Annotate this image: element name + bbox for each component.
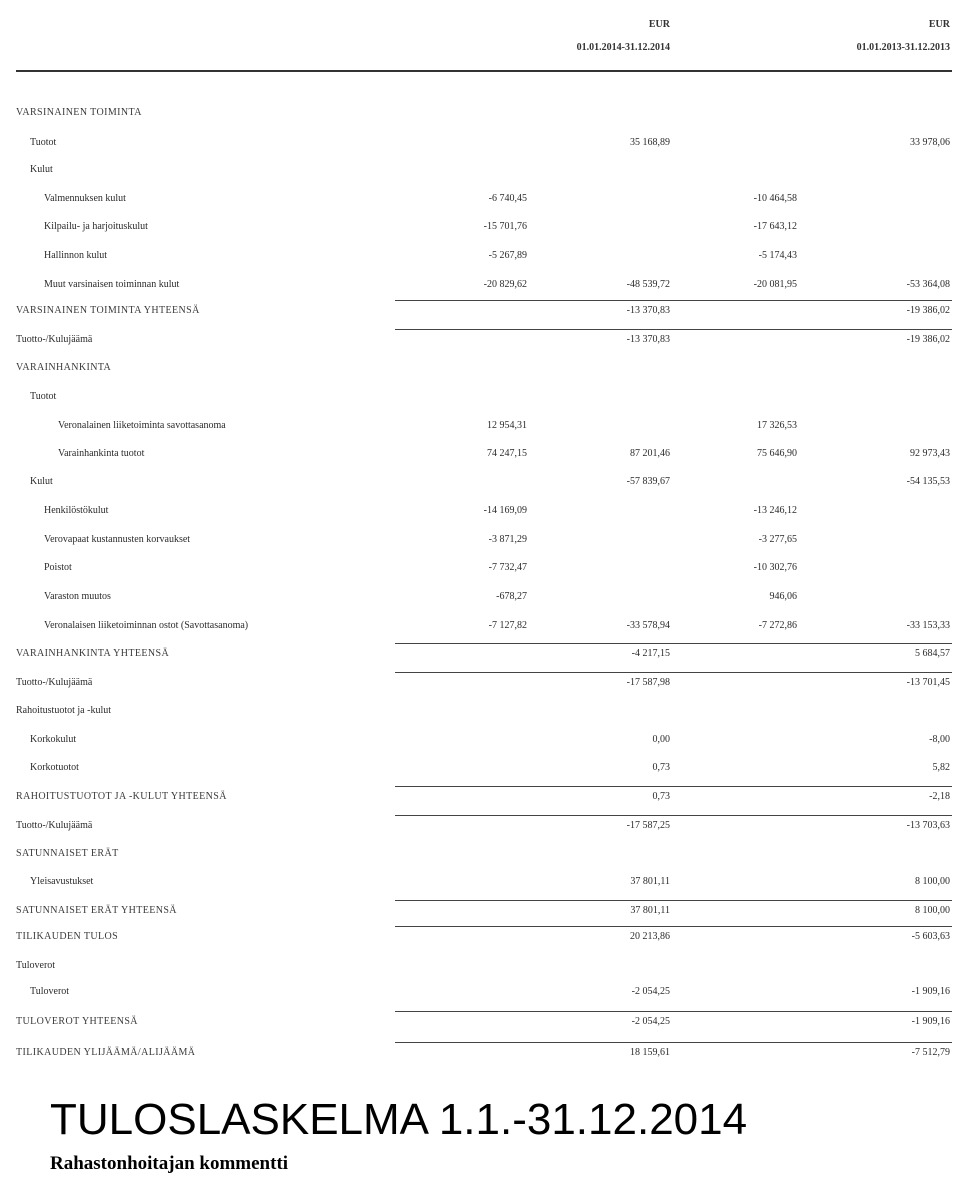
row-value-c3: -5 174,43 <box>758 250 797 261</box>
row-value-c2: 0,73 <box>652 762 670 773</box>
row-label: Tuloverot <box>16 960 56 971</box>
row-label: VARSINAINEN TOIMINTA <box>16 107 142 118</box>
header-rule <box>16 70 952 72</box>
row-value-c3: -10 464,58 <box>753 193 797 204</box>
row-value-c1: -3 871,29 <box>488 534 527 545</box>
row-label: Korkotuotot <box>30 762 79 773</box>
row-label: VARAINHANKINTA <box>16 362 112 373</box>
row-value-c1: -5 267,89 <box>488 250 527 261</box>
subtotal-rule <box>395 900 952 901</box>
row-value-c4: 8 100,00 <box>915 876 950 887</box>
row-value-c3: -7 272,86 <box>758 620 797 631</box>
row-value-c2: -13 370,83 <box>626 305 670 316</box>
subtotal-rule <box>395 815 952 816</box>
row-label: Tuotot <box>30 391 57 402</box>
col2-period: 01.01.2013-31.12.2013 <box>856 42 950 53</box>
row-value-c2: 37 801,11 <box>630 905 670 916</box>
row-value-c1: 12 954,31 <box>487 420 527 431</box>
subtotal-rule <box>395 1011 952 1012</box>
row-value-c2: -2 054,25 <box>631 986 670 997</box>
row-value-c2: -17 587,25 <box>626 820 670 831</box>
row-label: Muut varsinaisen toiminnan kulut <box>44 279 180 290</box>
subtotal-rule <box>395 1042 952 1043</box>
row-value-c1: -14 169,09 <box>483 505 527 516</box>
row-value-c4: 5,82 <box>932 762 950 773</box>
row-label: VARSINAINEN TOIMINTA YHTEENSÄ <box>16 305 200 316</box>
page-title: TULOSLASKELMA 1.1.-31.12.2014 <box>50 1095 748 1144</box>
row-label: Verovapaat kustannusten korvaukset <box>44 534 191 545</box>
row-value-c3: -10 302,76 <box>753 562 797 573</box>
row-value-c2: 0,00 <box>652 734 670 745</box>
col1-currency: EUR <box>648 19 670 30</box>
row-label: TILIKAUDEN YLIJÄÄMÄ/ALIJÄÄMÄ <box>16 1047 196 1058</box>
row-label: Varainhankinta tuotot <box>58 448 145 459</box>
row-value-c4: -1 909,16 <box>911 986 950 997</box>
subtotal-rule <box>395 786 952 787</box>
row-value-c1: -20 829,62 <box>483 279 527 290</box>
subtotal-rule <box>395 926 952 927</box>
row-value-c2: 37 801,11 <box>630 876 670 887</box>
row-value-c3: -17 643,12 <box>753 221 797 232</box>
row-label: Tuotto-/Kulujäämä <box>16 334 93 345</box>
row-label: VARAINHANKINTA YHTEENSÄ <box>16 648 170 659</box>
row-value-c2: -17 587,98 <box>626 677 670 688</box>
row-value-c1: -6 740,45 <box>488 193 527 204</box>
row-value-c1: -678,27 <box>496 591 527 602</box>
subtotal-rule <box>395 643 952 644</box>
row-label: Yleisavustukset <box>30 876 94 887</box>
row-label: TULOVEROT YHTEENSÄ <box>16 1016 138 1027</box>
row-value-c1: -7 127,82 <box>488 620 527 631</box>
row-label: Poistot <box>44 562 72 573</box>
row-label: Hallinnon kulut <box>44 250 108 261</box>
row-value-c2: 0,73 <box>652 791 670 802</box>
row-value-c2: -13 370,83 <box>626 334 670 345</box>
row-label: SATUNNAISET ERÄT YHTEENSÄ <box>16 905 177 916</box>
row-value-c2: -4 217,15 <box>631 648 670 659</box>
row-value-c4: -13 703,63 <box>906 820 950 831</box>
row-value-c3: 17 326,53 <box>757 420 797 431</box>
row-value-c2: 35 168,89 <box>630 137 670 148</box>
row-value-c4: -1 909,16 <box>911 1016 950 1027</box>
row-value-c4: -7 512,79 <box>911 1047 950 1058</box>
row-label: Veronalaisen liiketoiminnan ostot (Savottasanoma) <box>44 620 249 631</box>
row-value-c2: -33 578,94 <box>626 620 670 631</box>
row-label: Tuotto-/Kulujäämä <box>16 820 93 831</box>
row-value-c1: -15 701,76 <box>483 221 527 232</box>
col2-currency: EUR <box>928 19 950 30</box>
row-label: Kulut <box>30 476 53 487</box>
subtotal-rule <box>395 672 952 673</box>
row-value-c2: 20 213,86 <box>630 931 670 942</box>
row-value-c1: -7 732,47 <box>488 562 527 573</box>
row-label: Tuotot <box>30 137 57 148</box>
row-value-c3: -3 277,65 <box>758 534 797 545</box>
row-value-c3: -13 246,12 <box>753 505 797 516</box>
row-label: Varaston muutos <box>44 591 111 602</box>
row-label: Veronalainen liiketoiminta savottasanoma <box>58 420 226 431</box>
row-value-c4: -54 135,53 <box>906 476 950 487</box>
row-value-c4: -2,18 <box>929 791 950 802</box>
row-label: Tuloverot <box>30 986 70 997</box>
row-value-c4: 8 100,00 <box>915 905 950 916</box>
row-value-c2: 18 159,61 <box>630 1047 670 1058</box>
row-value-c4: -19 386,02 <box>906 334 950 345</box>
row-value-c2: 87 201,46 <box>630 448 670 459</box>
row-value-c4: 5 684,57 <box>915 648 950 659</box>
row-label: Valmennuksen kulut <box>44 193 126 204</box>
row-label: Rahoitustuotot ja -kulut <box>16 705 111 716</box>
row-label: Henkilöstökulut <box>44 505 109 516</box>
subtotal-rule <box>395 329 952 330</box>
row-value-c3: -20 081,95 <box>753 279 797 290</box>
row-value-c4: -19 386,02 <box>906 305 950 316</box>
row-value-c4: -33 153,33 <box>906 620 950 631</box>
subtotal-rule <box>395 300 952 301</box>
row-value-c4: -53 364,08 <box>906 279 950 290</box>
row-label: Kilpailu- ja harjoituskulut <box>44 221 148 232</box>
row-label: RAHOITUSTUOTOT JA -KULUT YHTEENSÄ <box>16 791 227 802</box>
row-value-c2: -48 539,72 <box>626 279 670 290</box>
row-value-c4: -5 603,63 <box>911 931 950 942</box>
row-label: SATUNNAISET ERÄT <box>16 848 119 859</box>
row-value-c4: 92 973,43 <box>910 448 950 459</box>
row-value-c3: 75 646,90 <box>757 448 797 459</box>
row-value-c4: 33 978,06 <box>910 137 950 148</box>
row-value-c3: 946,06 <box>769 591 797 602</box>
row-label: Kulut <box>30 164 53 175</box>
row-label: Tuotto-/Kulujäämä <box>16 677 93 688</box>
row-value-c4: -8,00 <box>929 734 950 745</box>
page-subtitle: Rahastonhoitajan kommentti <box>50 1153 289 1174</box>
row-label: TILIKAUDEN TULOS <box>16 931 119 942</box>
col1-period: 01.01.2014-31.12.2014 <box>576 42 670 53</box>
row-value-c2: -2 054,25 <box>631 1016 670 1027</box>
row-label: Korkokulut <box>30 734 77 745</box>
row-value-c2: -57 839,67 <box>626 476 670 487</box>
row-value-c1: 74 247,15 <box>487 448 527 459</box>
row-value-c4: -13 701,45 <box>906 677 950 688</box>
